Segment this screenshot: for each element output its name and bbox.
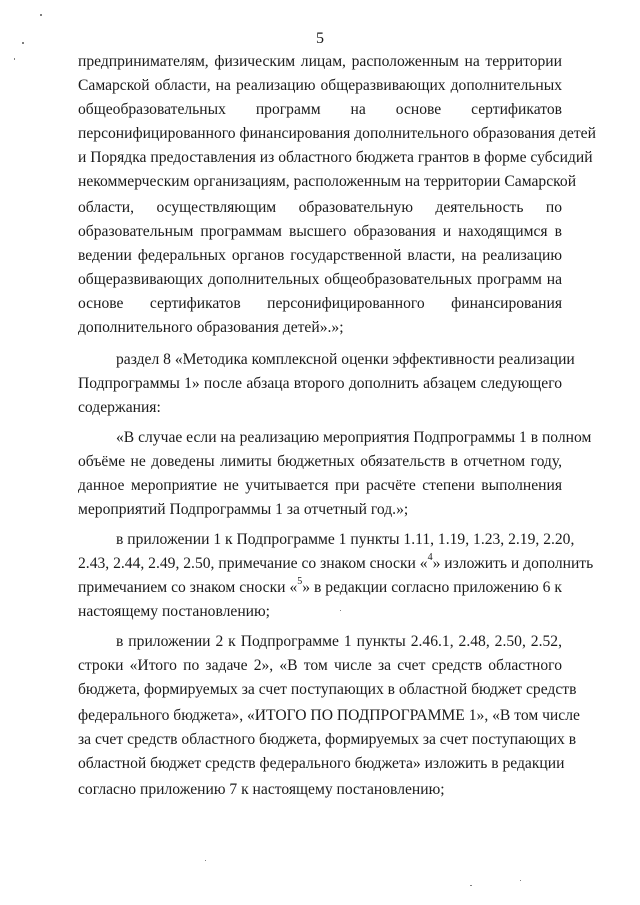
text-line: настоящему постановлению;	[78, 603, 271, 620]
text-line: основе сертификатов персонифицированного финансирования	[78, 295, 562, 312]
text-line: строки «Итого по задаче 2», «В том числе за счет средств областного	[78, 657, 562, 674]
text-fragment: » в редакции согласно приложению 6 к	[302, 579, 562, 596]
text-line: объёме не доведены лимиты бюджетных обязательств в отчетном году,	[78, 453, 562, 470]
scan-speck	[22, 42, 24, 44]
text-line: дополнительного образования детей».»;	[78, 319, 344, 336]
text-line: областной бюджет средств федерального бюджета» изложить в редакции	[78, 755, 565, 772]
text-line: предпринимателям, физическим лицам, расположенным на территории	[78, 53, 562, 70]
text-line: раздел 8 «Методика комплексной оценки эффективности реализации	[116, 351, 575, 368]
text-line: за счет средств областного бюджета, формируемых за счет поступающих в	[78, 731, 577, 748]
text-line: федерального бюджета», «ИТОГО ПО ПОДПРОГРАММЕ 1», «В том числе	[78, 707, 580, 724]
scan-speck	[40, 14, 42, 16]
text-line: области, осуществляющим образовательную деятельность по	[78, 199, 562, 216]
text-line: мероприятий Подпрограммы 1 за отчетный год.»;	[78, 501, 409, 518]
text-line: данное мероприятие не учитывается при расчёте степени выполнения	[78, 477, 562, 494]
text-line: содержания:	[78, 399, 161, 416]
text-line: в приложении 1 к Подпрограмме 1 пункты 1.11, 1.19, 1.23, 2.19, 2.20,	[116, 531, 575, 548]
text-line: «В случае если на реализацию мероприятия Подпрограммы 1 в полном	[116, 429, 592, 446]
text-line: ведении федеральных органов государственной власти, на реализацию	[78, 247, 562, 264]
scan-speck	[520, 880, 521, 881]
text-fragment: примечанием со знаком сноски «	[78, 579, 298, 596]
text-fragment: 2.43, 2.44, 2.49, 2.50, примечание со знаком сноски «	[78, 555, 428, 572]
footnote-mark: 4	[427, 551, 433, 563]
text-line: в приложении 2 к Подпрограмме 1 пункты 2.46.1, 2.48, 2.50, 2.52,	[116, 633, 562, 650]
scan-speck	[340, 610, 341, 611]
text-line: согласно приложению 7 к настоящему постановлению;	[78, 781, 445, 798]
text-line	[78, 551, 594, 574]
text-line: и Порядка предоставления из областного бюджета грантов в форме субсидий	[78, 149, 593, 166]
footnote-mark: 5	[297, 575, 303, 587]
text-line: бюджета, формируемых за счет поступающих в областной бюджет средств	[78, 681, 577, 698]
text-line: персонифицированного финансирования дополнительного образования детей	[78, 125, 596, 142]
scan-speck	[14, 58, 15, 60]
page-number: 5	[316, 30, 324, 47]
text-line: некоммерческим организациям, расположенным на территории Самарской	[78, 173, 577, 190]
text-line	[78, 575, 562, 598]
scan-speck	[470, 885, 472, 886]
text-line: образовательным программам высшего образования и находящимся в	[78, 223, 562, 240]
text-fragment: » изложить и дополнить	[432, 555, 594, 572]
text-line: Самарской области, на реализацию общеразвивающих дополнительных	[78, 77, 562, 94]
text-line: общеразвивающих дополнительных общеобразовательных программ на	[78, 271, 562, 288]
scan-speck	[205, 860, 206, 861]
text-line: общеобразовательных программ на основе сертификатов	[78, 101, 562, 118]
text-line: Подпрограммы 1» после абзаца второго дополнить абзацем следующего	[78, 375, 562, 392]
